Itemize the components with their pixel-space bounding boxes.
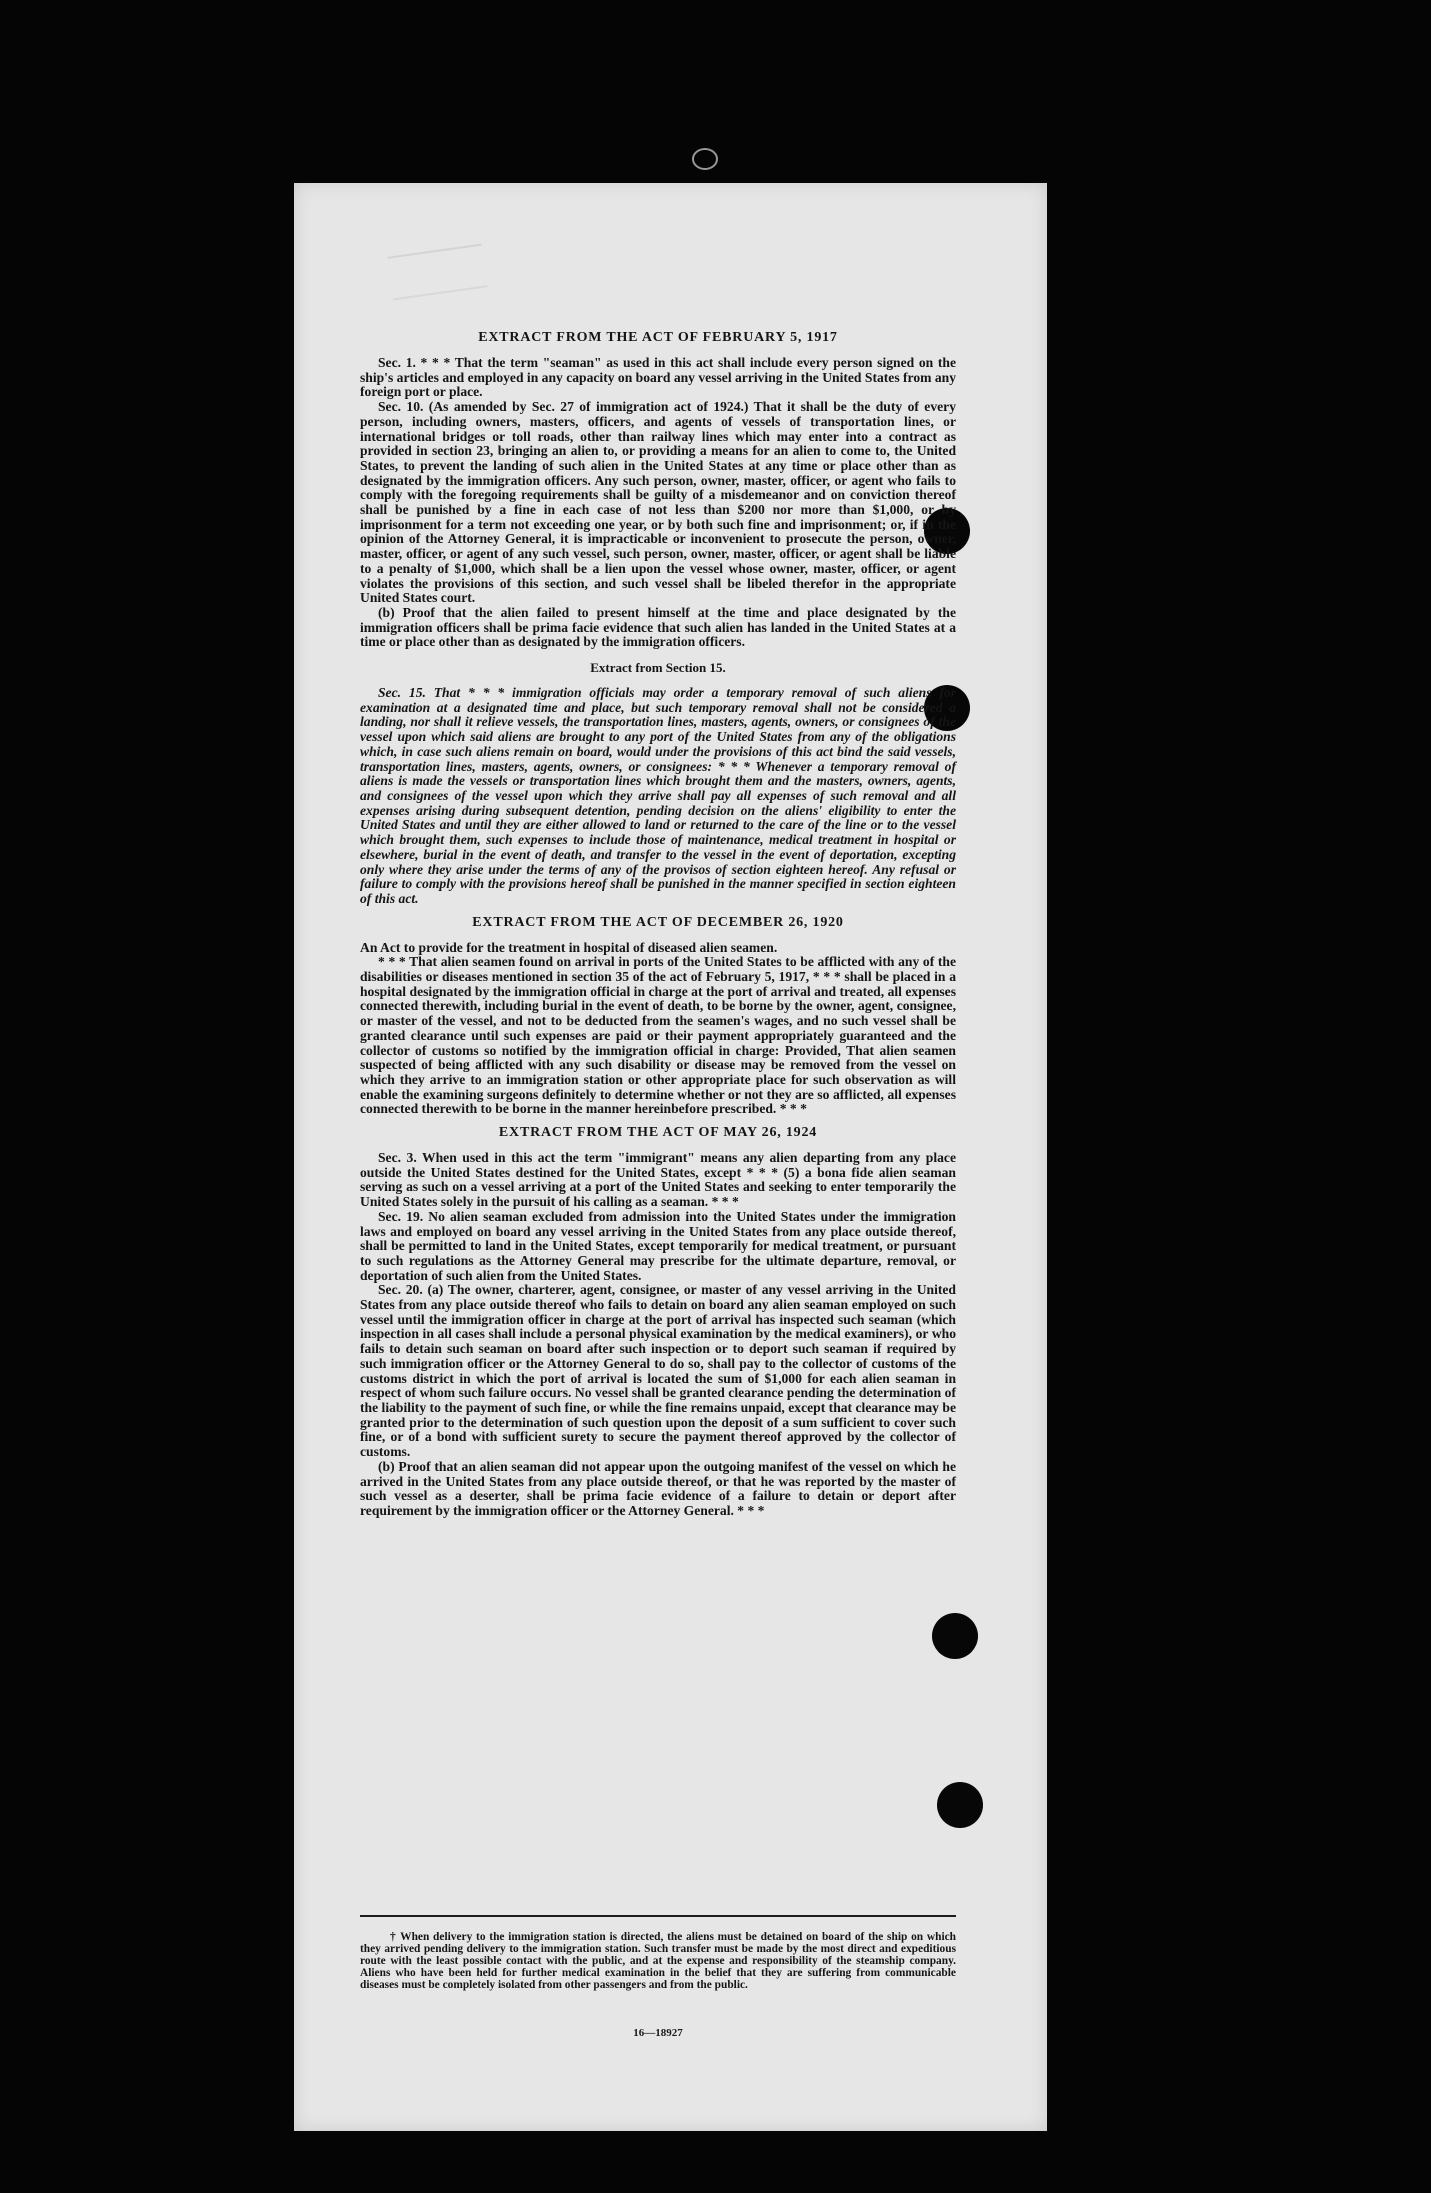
section-heading: EXTRACT FROM THE ACT OF DECEMBER 26, 1920 xyxy=(472,914,844,930)
section-paragraph: Sec. 19. No alien seaman excluded from admission into the United States under the immigration laws and employed on board any vessel arriving in the United States from any place outside thereof, shall be permitted to land in the United States, except temporarily for medical treatment, or pursuant to such regulations as the Attorney General may prescribe for the ultimate departure, removal, or deportation of such alien from the United States. xyxy=(360,1208,956,1283)
section-heading: EXTRACT FROM THE ACT OF MAY 26, 1924 xyxy=(498,1125,818,1141)
paperclip-mark-icon xyxy=(692,148,718,170)
section-subheading: Extract from Section 15. xyxy=(590,660,726,676)
section-paragraph: (b) Proof that the alien failed to present himself at the time and place designated by the immigration officers shall be prima facie evidence that such alien has landed in the United States at a time or place other than as designated by the immigration officers. xyxy=(360,604,956,650)
section-paragraph: Sec. 3. When used in this act the term "immigrant" means any alien departing from any place outside the United States destined for the United States, except * * * (5) a bona fide alien seaman serving as such on a vessel arriving at a port of the United States and seeking to enter temporarily the United States solely in the pursuit of his calling as a seaman. * * * xyxy=(360,1150,956,1210)
section-paragraph: Sec. 15. That * * * immigration officials may order a temporary removal of such aliens for examination at a designated time and place, but such temporary removal shall not be considered a landing, nor shall it relieve vessels, the transportation lines, masters, agents, owners, or consignees of the vessel upon which said aliens are brought to any port of the United States from any of the obligations which, in case such aliens remain on board, would under the provisions of this act bind the said vessels, transportation lines, masters, agents, owners, or consignees: * * * Whenever a temporary removal of aliens is made the vessels or transportation lines which brought them and the masters, owners, agents, and consignees of the vessel upon which they arrive shall pay all expenses of such removal and all expenses arising during subsequent detention, pending decision on the aliens' eligibility to enter the United States and until they are either allowed to land or returned to the care of the line or to the vessel which brought them, such expenses to include those of maintenance, medical treatment in hospital or elsewhere, burial in the event of death, and transfer to the vessel in the event of deportation, excepting only where they arise under the terms of any of the provisos of section eighteen hereof. Any refusal or failure to comply with the provisions hereof shall be punished in the manner specified in section eighteen of this act. xyxy=(360,685,956,906)
section-paragraph: Sec. 1. * * * That the term "seaman" as used in this act shall include every person signed on the ship's articles and employed in any capacity on board any vessel arriving in the United States from any foreign port or place. xyxy=(360,355,957,400)
section-heading: EXTRACT FROM THE ACT OF FEBRUARY 5, 1917 xyxy=(478,330,838,345)
section-paragraph: (b) Proof that an alien seaman did not appear upon the outgoing manifest of the vessel on which he arrived in the United States from any place outside thereof, or that he was reported by the master of such vessel as a deserter, shall be prima facie evidence of a failure to detain or deport after requirement by the immigration officer or the Attorney General. * * * xyxy=(360,1458,956,1518)
section-paragraph: Sec. 10. (As amended by Sec. 27 of immigration act of 1924.) That it shall be the duty of every person, including owners, masters, officers, and agents of vessels of transportation lines, or international bridges or toll roads, other than railway lines which may enter into a contract as provided in section 23, bringing an alien to, or providing a means for an alien to come to, the United States, to prevent the landing of such alien in the United States at any time or place other than as designated by the immigration officers. Any such person, owner, master, officer, or agent who fails to comply with the foregoing requirements shall be guilty of a misdemeanor and on conviction thereof shall be punished by a fine in each case of not less than $200 nor more than $1,000, or by imprisonment for a term not exceeding one year, or by both such fine and imprisonment; or, if in the opinion of the Attorney General, it is impracticable or inconvenient to prosecute the person, owner, master, officer, or agent of any such vessel, such person, owner, master, officer, or agent shall be liable to a penalty of $1,000, which shall be a lien upon the vessel whose owner, master, officer, or agent violates the provisions of this section, and such vessel shall be libeled therefor in the appropriate United States court. xyxy=(360,399,956,606)
form-number: 16—18927 xyxy=(633,2027,683,2039)
punch-hole xyxy=(937,1782,983,1828)
section-paragraph: Sec. 20. (a) The owner, charterer, agent, consignee, or master of any vessel arriving in the United States from any place outside thereof who fails to detain on board any alien seaman employed on such vessel until the immigration officer in charge at the port of arrival has inspected such seaman (which inspection in all cases shall include a personal physical examination by the medical examiners), or who fails to detain such seaman on board after such inspection or to deport such seaman if required by such immigration officer or the Attorney General to do so, shall pay to the collector of customs of the customs district in which the port of arrival is located the sum of $1,000 for each alien seaman in respect of whom such failure occurs. No vessel shall be granted clearance pending the determination of the liability to the payment of such fine, or while the fine remains unpaid, except that clearance may be granted prior to the determination of such question upon the deposit of a sum sufficient to cover such fine, or of a bond with sufficient surety to secure the payment thereof approved by the collector of customs. xyxy=(360,1282,956,1460)
footnote-divider xyxy=(360,1915,956,1917)
section-paragraph: * * * That alien seamen found on arrival in ports of the United States to be afflicted with any of the disabilities or diseases mentioned in section 35 of the act of February 5, 1917, * * * shall be placed in a hospital designated by the immigration official in charge at the port of arrival and treated, all expenses connected therewith, including burial in the event of death, to be borne by the owner, agent, consignee, or master of the vessel, and not to be deducted from the seamen's wages, and no such vessel shall be granted clearance until such expenses are paid or their payment appropriately guaranteed and the collector of customs so notified by the immigration official in charge: Provided, That alien seamen suspected of being afflicted with any such disability or disease may be removed from the vessel on which they arrive to an immigration station or other appropriate place for such observation as will enable the examining surgeons definitely to determine whether or not they are so afflicted, all expenses connected therewith to be borne in the manner hereinbefore prescribed. * * * xyxy=(360,954,956,1117)
punch-hole xyxy=(932,1613,978,1659)
footnote: † When delivery to the immigration station is directed, the aliens must be detained on board of the ship on which they arrived pending delivery to the immigration station. Such transfer must be made by the most direct and expeditious route with the least possible contact with the public, and at the expense and responsibility of the steamship company. Aliens who have been held for further medical examination in the belief that they are suffering from communicable diseases must be completely isolated from other passengers and from the public. xyxy=(360,1931,956,1991)
section-paragraph: An Act to provide for the treatment in hospital of diseased alien seamen. xyxy=(360,939,778,955)
document-body xyxy=(360,330,956,1519)
